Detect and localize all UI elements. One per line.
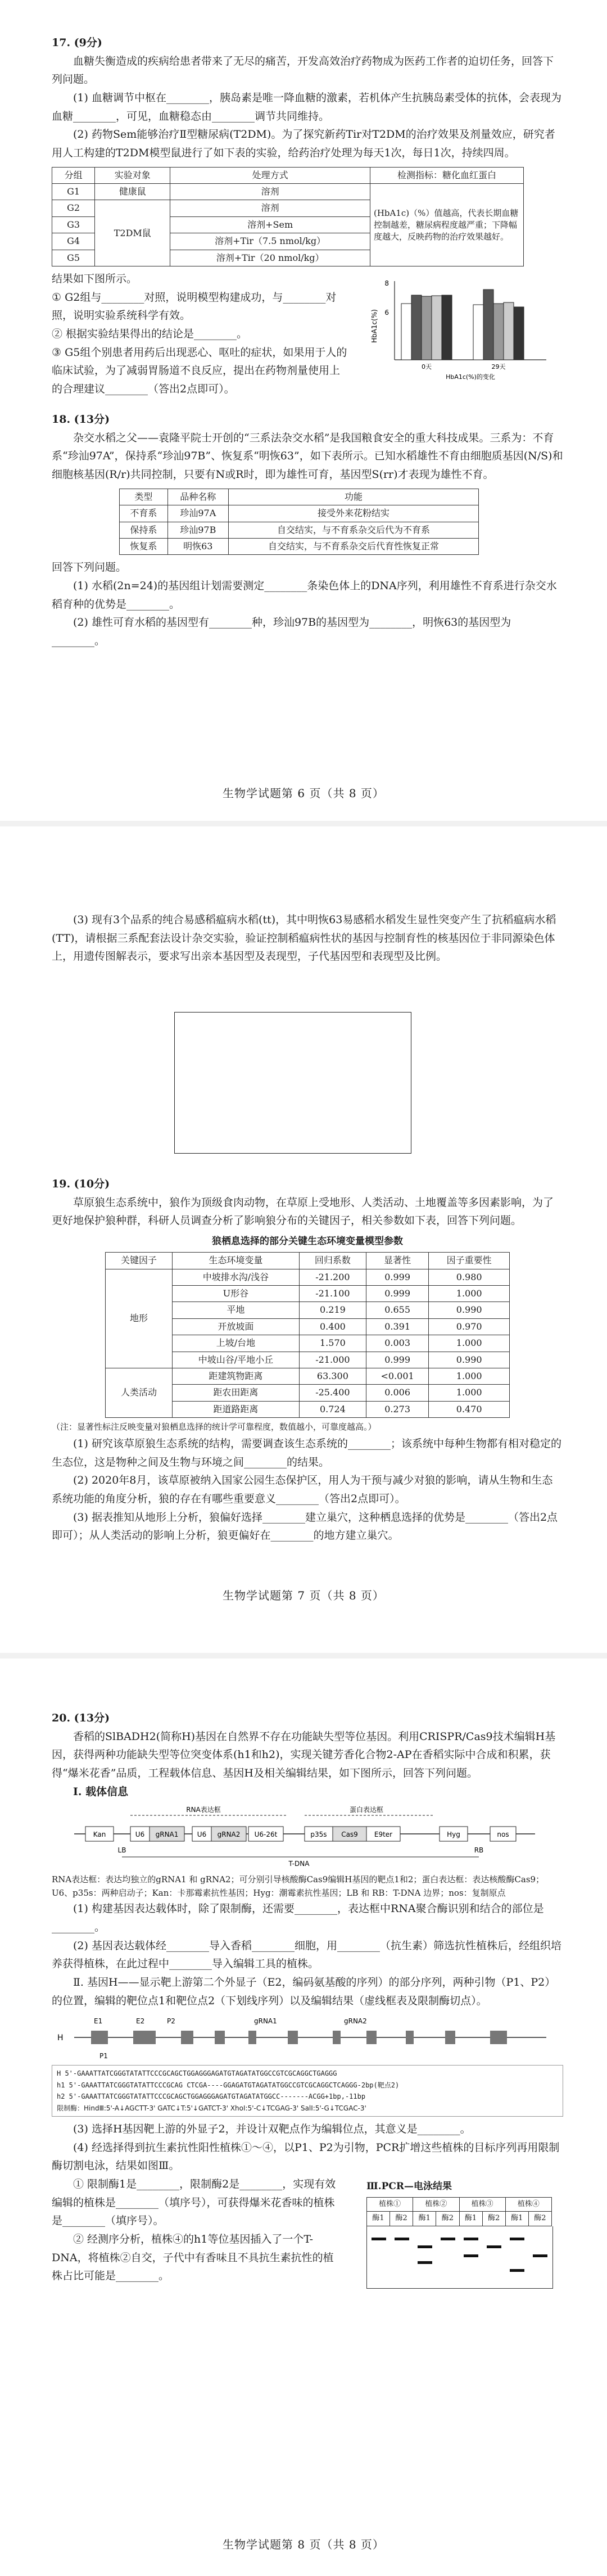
q19-th: 因子重要性 — [429, 1253, 510, 1269]
band — [487, 2245, 501, 2248]
bar-d0-g1 — [401, 304, 411, 360]
q17-bar-chart — [366, 270, 552, 382]
q19-cell: 1.570 — [299, 1335, 366, 1352]
q19-sub1: (1) 研究该草原狼生态系统的结构，需要调查该生态系统的________；该系统中每种生物都有相对稳定的生态位，这是物种之间及生物与环境之间________的结果。 — [52, 1437, 561, 1468]
q19-cell: 1.000 — [429, 1368, 510, 1384]
q17-result-lead: 结果如下图所示。 — [52, 273, 138, 286]
q20-sub4-area — [52, 2175, 563, 2304]
q19-table-title: 狼栖息选择的部分关键生态环境变量模型参数 — [212, 1236, 403, 1248]
q19-heading: 19. (10分) — [52, 1178, 110, 1190]
chart-tick-6: 6 — [384, 309, 389, 317]
q20-sub4a: ① 限制酶1是________，限制酶2是________，实现有效编辑的植株是________（填序号），可获得爆米花香味的植株是________（填序号）。 — [52, 2177, 336, 2227]
vector-u6b: U6 — [197, 1831, 207, 1839]
band — [418, 2261, 432, 2264]
q17-cell: T2DM鼠 — [95, 200, 170, 266]
q20-sub4: (4) 经选择得到抗生素抗性阳性植株①～④，以P1、P2为引物，PCR扩增这些植株的目标序列再用限制酶切割电泳，结果如图Ⅲ。 — [52, 2141, 560, 2172]
q20-legend: RNA表达框：表达均独立的gRNA1 和 gRNA2；可分别引导核酸酶Cas9编辑H基因的靶点1和2；蛋白表达框：表达核酸酶Cas9；U6、p35s：两种启动子；Kan：卡那霉素抗性基因；Hyg：潮霉素抗性基因；LB 和 RB：T-DNA 边界；nos：复制原点 — [52, 1874, 545, 1899]
q19-cell: 0.400 — [299, 1318, 366, 1335]
gel-plant: 植株④ — [505, 2198, 551, 2212]
q17-result-3: ③ G5组个别患者用药后出现恶心、呕吐的症状，如果用于人的临床试验，为了减弱胃肠道不良反应，提出在药物剂量使用上的合理建议________（答出2点即可）。 — [52, 346, 347, 396]
q17-th-subject: 实验对象 — [95, 167, 170, 183]
vector-u626t: U6-26t — [254, 1831, 278, 1839]
gel-enz: 酶1 — [505, 2212, 528, 2226]
seq-h: H 5'-GAAATTATCGGGTATATTCCCGCAGCTGGAGGGAGATGTAGATATGGCCGTCGCAGGCTGAGGG — [57, 2069, 337, 2078]
gel-bands — [366, 2226, 553, 2289]
band — [441, 2238, 455, 2240]
bar-d29-g2 — [483, 290, 493, 360]
gel-enz: 酶1 — [413, 2212, 436, 2226]
vector-grna2: gRNA2 — [217, 1831, 241, 1839]
band — [510, 2238, 524, 2240]
vector-rna-box-label: RNA表达框 — [186, 1806, 221, 1814]
q20-sub2: (2) 基因表达载体经________导入香稻________细胞，用________（抗生素）筛选抗性植株后，经组织培养获得植株，在此过程中________导入编辑工具的植株。 — [52, 1939, 561, 1971]
q20-heading: 20. (13分) — [52, 1712, 110, 1724]
gel-enz: 酶2 — [528, 2212, 551, 2226]
q19-cell: 0.273 — [366, 1401, 429, 1417]
q19-cell: 0.655 — [366, 1302, 429, 1318]
q19-cell: 0.724 — [299, 1401, 366, 1417]
q19-cell: 0.970 — [429, 1318, 510, 1335]
exon-5 — [248, 2031, 256, 2044]
q19-cell: 开放坡面 — [172, 1318, 299, 1335]
q17-cell: 溶剂+Tir（7.5 nmol/kg） — [170, 233, 370, 250]
gel-title: Ⅲ.PCR—电泳结果 — [366, 2180, 452, 2192]
q19-cell: -21.100 — [299, 1286, 366, 1302]
q20-sub1: (1) 构建基因表达载体时，除了限制酶，还需要________，表达框中RNA聚合酶识别和结合的部位是________。 — [52, 1902, 544, 1934]
q19-cell: -21.000 — [299, 1352, 366, 1368]
q18-ask: 回答下列问题。 — [52, 561, 127, 574]
q19-cell: 0.470 — [429, 1401, 510, 1417]
gel-plant: 植株② — [413, 2198, 459, 2212]
vector-lb: LB — [117, 1846, 126, 1855]
q19-cell: 中坡排水沟/浅谷 — [172, 1269, 299, 1285]
q17-cell: G1 — [52, 184, 95, 200]
q17-cell: G3 — [52, 216, 95, 233]
grna2-label: gRNA2 — [344, 2017, 367, 2026]
chart-xlabel: HbA1c(%)的变化 — [446, 373, 495, 381]
q18-cell: 接受外来花粉结实 — [228, 505, 478, 522]
chart-tick-8: 8 — [384, 279, 389, 288]
q20-block — [52, 1709, 563, 2304]
q19-cell: 0.003 — [366, 1335, 429, 1352]
q18-cell: 珍汕97A — [167, 505, 228, 522]
grna1-label: gRNA1 — [254, 2017, 277, 2026]
bar-d0-g3 — [422, 296, 432, 360]
exon-8 — [366, 2031, 377, 2044]
bar-d0-g2 — [411, 295, 422, 360]
q17-results-area — [52, 270, 563, 410]
exon-6 — [288, 2031, 298, 2044]
q17-cell: 溶剂 — [170, 200, 370, 216]
q19-cell: 上坡/台地 — [172, 1335, 299, 1352]
q19-cell: 距农田距离 — [172, 1385, 299, 1401]
q19-cell: 0.999 — [366, 1269, 429, 1285]
q17-result-2: ② 根据实验结果得出的结论是________。 — [52, 328, 248, 341]
primer-p2-label: P2 — [167, 2017, 175, 2026]
exon-2 — [133, 2031, 156, 2044]
q19-factor-human: 人类活动 — [106, 1368, 173, 1417]
gene-h-label: H — [57, 2033, 64, 2043]
q20-sub4b: ② 经测序分析，植株④的h1等位基因插入了一个T-DNA，将植株②自交，子代中有香味且不具抗生素抗性的植株占比可能是________。 — [52, 2232, 334, 2283]
q19-sub2: (2) 2020年8月，该草原被纳入国家公园生态保护区，用人为干预与减少对狼的影响，请从生物和生态系统功能的角度分析，狼的存在有哪些重要意义________（答出2点即可）。 — [52, 1474, 553, 1505]
vector-grna1: gRNA1 — [155, 1831, 179, 1839]
exon-7 — [333, 2031, 341, 2044]
q18-sub2: (2) 雄性可育水稻的基因型有________种，珍汕97B的基因型为________，明恢63的基因型为________。 — [52, 616, 511, 647]
q17-sub1: (1) 血糖调节中枢在________，胰岛素是唯一降血糖的激素，若机体产生抗胰岛素受体的抗体，会表现为血糖________，可见，血糖稳态由________调节共同维持。 — [52, 92, 561, 123]
q20-section-2: Ⅱ. 基因H——显示靶上游第二个外显子（E2，编码氨基酸的序列）的部分序列，两种引物（P1、P2）的位置，编辑的靶位点1和靶位点2（下划线序列）以及编辑结果（虚线框表及限制酶切点）。 — [52, 1976, 556, 2007]
seq-h2: h2 5'-GAAATTATCGGGTATATTCCCGCAGCTGGAGGGAGATGTAGATATGGCC-------ACGG+1bp,-11bp — [57, 2093, 366, 2101]
seq-h1: h1 5'-GAAATTATCGGGTATATTCCCGCAG CTCGA----GGAGATGTAGATATGGCCGTCGCAGGCTCAGGG-2bp(靶点2) — [57, 2081, 400, 2089]
q18-cell: 自交结实，与不育系杂交后代育性恢复正常 — [228, 538, 478, 554]
vector-tdna: T-DNA — [288, 1860, 310, 1868]
vector-rb: RB — [474, 1846, 484, 1855]
q19-cell: 距道路距离 — [172, 1401, 299, 1417]
q19-th: 关键因子 — [106, 1253, 173, 1269]
gel-enz: 酶2 — [482, 2212, 505, 2226]
q17-cell: 溶剂+Tir（20 nmol/kg） — [170, 250, 370, 266]
gel-enz: 酶2 — [390, 2212, 413, 2226]
q19-note: （注：显著性标注反映变量对狼栖息选择的统计学可靠程度，数值越小，可靠度越高。） — [52, 1422, 377, 1432]
page-6-footer: 生物学试题第 6 页（共 8 页） — [223, 787, 384, 800]
q18-sub1: (1) 水稻(2n=24)的基因组计划需要测定________条染色体上的DNA序列，利用雄性不育系进行杂交水稻育种的优势是________。 — [52, 579, 557, 611]
q17-cell: G5 — [52, 250, 95, 266]
vector-u6a: U6 — [135, 1831, 145, 1839]
vector-p35s: p35s — [310, 1831, 327, 1839]
q18-cell: 恢复系 — [120, 538, 168, 554]
q19-block — [52, 1175, 563, 1545]
page-8-footer: 生物学试题第 8 页（共 8 页） — [223, 2538, 384, 2551]
q18-table — [119, 489, 479, 555]
q17-result-1: ① G2组与________对照，说明模型构建成功，与________对照，说明实验系统科学有效。 — [52, 291, 337, 322]
q19-cell: 0.980 — [429, 1269, 510, 1285]
q18-cell: 保持系 — [120, 522, 168, 538]
q18-th-name: 品种名称 — [167, 489, 228, 505]
q19-cell: 0.999 — [366, 1352, 429, 1368]
q17-table — [52, 167, 524, 266]
q18-intro: 杂交水稻之父——袁隆平院士开创的“三系法杂交水稻”是我国粮食安全的重大科技成果。三系为：不育系“珍汕97A”，保持系“珍汕97B”、恢复系“明恢63”，如下表所示。已知水稻雄性不育由细胞质基因(N/S)和细胞核基因(R/r)共同控制，只要有N或R时，即为雄性可育，基因型S(rr)才表现为雄性不育。 — [52, 431, 563, 481]
q19-th: 生态环境变量 — [172, 1253, 299, 1269]
bar-d29-g3 — [493, 304, 504, 360]
chart-x-g1: 0天 — [422, 363, 432, 371]
q17-index-note: (HbA1c)（%）值越高，代表长期血糖控制越差，糖尿病程度越严重；下降幅度越大，反映药物的治疗效果越好。 — [370, 184, 524, 266]
q19-factor-terrain: 地形 — [106, 1269, 173, 1368]
q17-cell: G2 — [52, 200, 95, 216]
gel-table — [366, 2197, 552, 2226]
q19-sub3: (3) 据表推知从地形上分析，狼偏好选择________建立巢穴，这种栖息选择的优势是________（答出2点即可）；从人类活动的影响上分析，狼更偏好在________的地方建立巢穴。 — [52, 1511, 558, 1542]
q20-section-1: Ⅰ. 载体信息 — [73, 1785, 129, 1798]
primer-p1-label: P1 — [99, 2052, 108, 2060]
q19-cell: 0.990 — [429, 1352, 510, 1368]
q17-cell: 溶剂+Sem — [170, 216, 370, 233]
gel-enz: 酶1 — [459, 2212, 482, 2226]
vector-hyg: Hyg — [447, 1831, 460, 1839]
band — [510, 2269, 524, 2272]
chart-ylabel: HbA1c(%) — [370, 309, 378, 343]
q19-cell: 0.391 — [366, 1318, 429, 1335]
bar-d0-g4 — [432, 296, 442, 360]
q19-cell: <0.001 — [366, 1368, 429, 1384]
vector-cas9: Cas9 — [341, 1831, 358, 1839]
q17-block — [52, 34, 563, 650]
q18-heading: 18. (13分) — [52, 413, 110, 426]
q17-intro: 血糖失衡造成的疾病给患者带来了无尽的痛苦，开发高效治疗药物成为医药工作者的迫切任务，回答下列问题。 — [52, 55, 554, 86]
q19-cell: 0.219 — [299, 1302, 366, 1318]
vector-nos: nos — [497, 1831, 509, 1839]
q19-cell: 0.990 — [429, 1302, 510, 1318]
q17-th-group: 分组 — [52, 167, 95, 183]
q19-cell: 中坡山谷/平地小丘 — [172, 1352, 299, 1368]
gene-structure-diagram — [52, 2012, 558, 2063]
q18-cell: 明恢63 — [167, 538, 228, 554]
vector-kan: Kan — [93, 1831, 106, 1839]
q18-cell: 自交结实，与不育系杂交后代为不育系 — [228, 522, 478, 538]
page-7-footer: 生物学试题第 7 页（共 8 页） — [223, 1589, 384, 1602]
page-8 — [0, 1658, 607, 2576]
exon-9 — [406, 2031, 414, 2044]
q17-cell: 健康鼠 — [95, 184, 170, 200]
q19-th: 显著性 — [366, 1253, 429, 1269]
q20-intro: 香稻的SlBADH2(简称H)基因在自然界不存在功能缺失型等位基因。利用CRISPR/Cas9技术编辑H基因，获得两种功能缺失型等位突变体系(h1和h2)，实现关键芳香化合物2-AP在香稻实际中合成和积累，获得“爆米花香”品质，工程载体信息、基因H及相关编辑结果，如下图所示，回答下列问题。 — [52, 1730, 556, 1780]
vector-map-diagram — [52, 1803, 558, 1870]
band — [395, 2238, 409, 2240]
sequence-block — [52, 2065, 563, 2117]
band — [533, 2254, 547, 2257]
q17-sub2: (2) 药物Sem能够治疗Ⅱ型糖尿病(T2DM)。为了探究新药Tir对T2DM的治疗效果及剂量效应，研究者用人工构建的T2DM模型鼠进行了如下表的实验，给药治疗处理为每天1次，每日1次，持续四周。 — [52, 128, 555, 160]
gel-plant: 植株③ — [459, 2198, 505, 2212]
q18-cell: 珍汕97B — [167, 522, 228, 538]
exon-10 — [445, 2031, 455, 2044]
q19-cell: 距建筑物距离 — [172, 1368, 299, 1384]
band — [372, 2238, 386, 2240]
exon-e1-label: E1 — [94, 2017, 103, 2026]
q17-cell: G4 — [52, 233, 95, 250]
page-6 — [0, 0, 607, 826]
q18-continued-block — [52, 911, 563, 966]
q19-cell: 63.300 — [299, 1368, 366, 1384]
q20-sub3: (3) 选择H基因靶上游的外显子2，并设计双靶点作为编辑位点，其意义是________。 — [73, 2122, 471, 2135]
band — [464, 2254, 478, 2257]
exon-e2-label: E2 — [136, 2017, 145, 2026]
q18-th-type: 类型 — [120, 489, 168, 505]
exon-1 — [91, 2031, 108, 2044]
exon-3 — [181, 2031, 193, 2044]
q19-th: 回归系数 — [299, 1253, 366, 1269]
page-7 — [0, 826, 607, 1658]
bar-d0-g5 — [442, 295, 452, 360]
q19-cell: 1.000 — [429, 1385, 510, 1401]
q19-table — [105, 1252, 510, 1418]
gel-figure — [366, 2175, 558, 2289]
q17-th-index: 检测指标：糖化血红蛋白 — [370, 167, 524, 183]
genetic-diagram-answer-box[interactable] — [174, 1012, 411, 1154]
bar-d29-g4 — [504, 302, 514, 360]
q19-cell: -21.200 — [299, 1269, 366, 1285]
band — [418, 2245, 432, 2248]
q18-cell: 不育系 — [120, 505, 168, 522]
q19-cell: 平地 — [172, 1302, 299, 1318]
q17-cell: 溶剂 — [170, 184, 370, 200]
q19-cell: -25.400 — [299, 1385, 366, 1401]
q19-cell: 1.000 — [429, 1286, 510, 1302]
band — [464, 2238, 478, 2240]
q18-th-func: 功能 — [228, 489, 478, 505]
seq-enzymes: 限制酶：HindⅢ:5'-A↓AGCTT-3' GATC↓T:5'↓GATCT-3' XhoⅠ:5'-C↓TCGAG-3' SalⅠ:5'-G↓TCGAC-3' — [57, 2104, 366, 2112]
vector-protein-box-label: 蛋白表达框 — [349, 1806, 384, 1814]
exon-4 — [215, 2031, 225, 2044]
q17-heading: 17. (9分) — [52, 37, 102, 49]
q18-sub3: (3) 现有3个品系的纯合易感稻瘟病水稻(tt)，其中明恢63易感稻水稻发生显性突变产生了抗稻瘟病水稻(TT)，请根据三系配套法设计杂交实验，验证控制稻瘟病性状的基因与控制育性的核基因位于非同源染色体上，用遗传图解表示，要求写出亲本基因型及表现型，子代基因型和表现型及比例。 — [52, 914, 556, 963]
q17-th-treatment: 处理方式 — [170, 167, 370, 183]
gel-enz: 酶1 — [367, 2212, 390, 2226]
gel-plant: 植株① — [367, 2198, 413, 2212]
vector-e9ter: E9ter — [374, 1831, 393, 1839]
q19-cell: 0.006 — [366, 1385, 429, 1401]
chart-x-g2: 29天 — [491, 363, 506, 371]
exon-11 — [490, 2031, 507, 2044]
gel-enz: 酶2 — [436, 2212, 459, 2226]
q19-intro: 草原狼生态系统中，狼作为顶级食肉动物，在草原上受地形、人类活动、土地覆盖等多因素影响，为了更好地保护狼种群，科研人员调查分析了影响狼分布的关键因子，相关参数如下表，回答下列问题。 — [52, 1196, 554, 1227]
q19-cell: U形谷 — [172, 1286, 299, 1302]
bar-d29-g1 — [473, 305, 483, 360]
bar-d29-g5 — [514, 307, 524, 360]
q19-cell: 0.999 — [366, 1286, 429, 1302]
q19-cell: 1.000 — [429, 1335, 510, 1352]
